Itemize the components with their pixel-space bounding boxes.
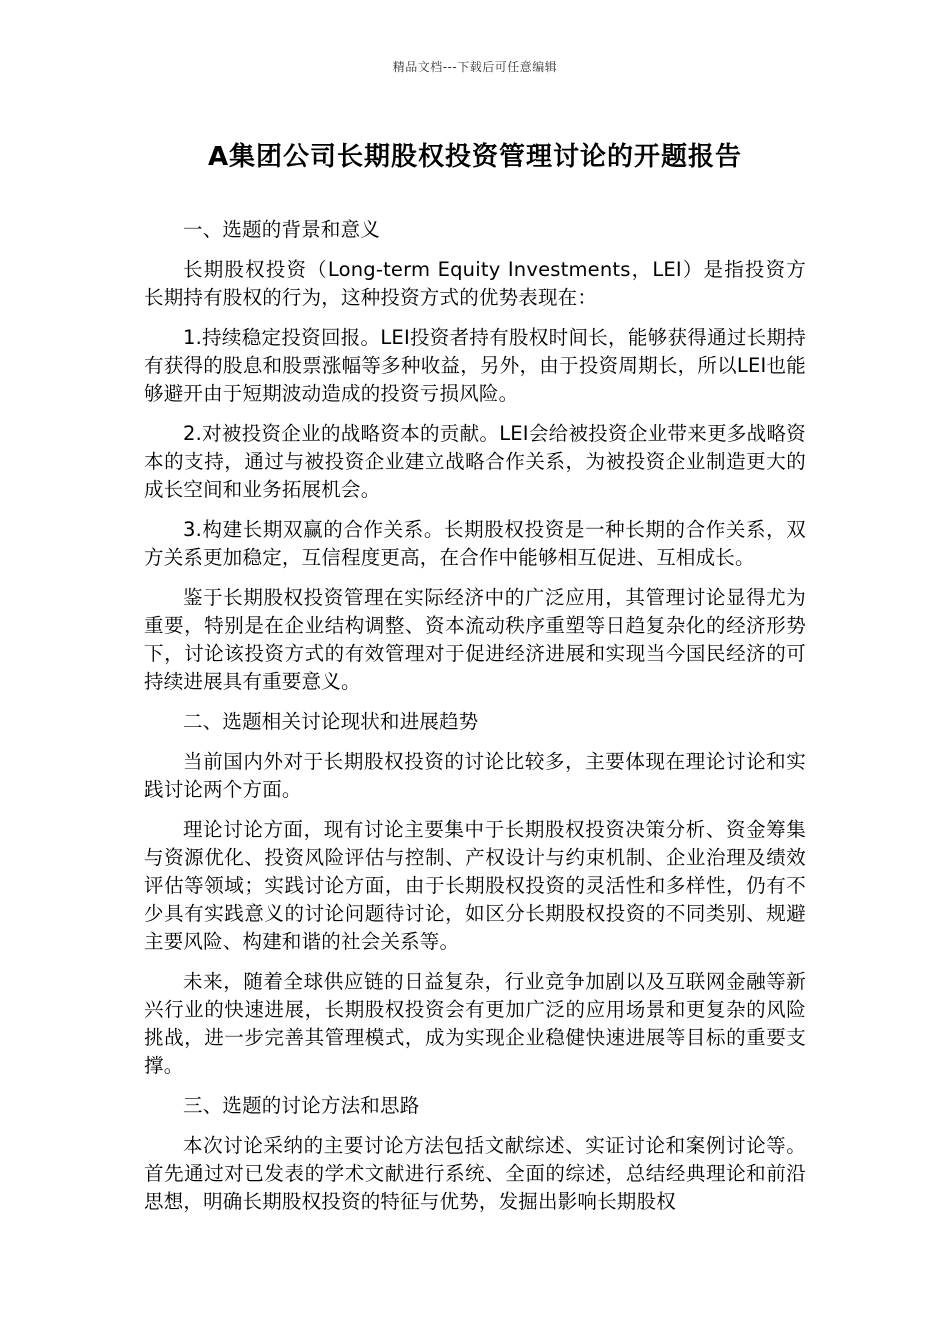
- section-heading-2: 二、选题相关讨论现状和进展趋势: [183, 710, 479, 733]
- header-note: 精品文档---下载后可任意编辑: [392, 60, 558, 74]
- paragraph-current-status: 当前国内外对于长期股权投资的讨论比较多，主要体现在理论讨论和实践讨论两个方面。: [144, 750, 806, 801]
- paragraph-future-trends: 未来，随着全球供应链的日益复杂，行业竞争加剧以及互联网金融等新兴行业的快速进展，长期股权投资会有更加广泛的应用场景和更复杂的风险挑战，进一步完善其管理模式，成为实现企业稳健快速进展等目标的重要支撑。: [144, 970, 806, 1077]
- paragraph-significance: 鉴于长期股权投资管理在实际经济中的广泛应用，其管理讨论显得尤为重要，特别是在企业结构调整、资本流动秩序重塑等日趋复杂化的经济形势下，讨论该投资方式的有效管理对于促进经济进展和实现当今国民经济的可持续进展具有重要意义。: [144, 586, 806, 693]
- paragraph-advantage-2: 2.对被投资企业的战略资本的贡献。LEI会给被投资企业带来更多战略资本的支持，通过与被投资企业建立战略合作关系，为被投资企业制造更大的成长空间和业务拓展机会。: [144, 422, 806, 501]
- document-body: [144, 216, 806, 1228]
- paragraph-methods: 本次讨论采纳的主要讨论方法包括文献综述、实证讨论和案例讨论等。首先通过对已发表的学术文献进行系统、全面的综述，总结经典理论和前沿思想，明确长期股权投资的特征与优势，发掘出影响长期股权: [144, 1134, 806, 1213]
- paragraph-lei-definition: 长期股权投资（Long-term Equity Investments，LEI）是指投资方长期持有股权的行为，这种投资方式的优势表现在：: [144, 258, 806, 309]
- document-title: A集团公司长期股权投资管理讨论的开题报告: [207, 142, 743, 172]
- paragraph-theory-practice: 理论讨论方面，现有讨论主要集中于长期股权投资决策分析、资金筹集与资源优化、投资风险评估与控制、产权设计与约束机制、企业治理及绩效评估等领域；实践讨论方面，由于长期股权投资的灵活性和多样性，仍有不少具有实践意义的讨论问题待讨论，如区分长期股权投资的不同类别、规避主要风险、构建和谐的社会关系等。: [144, 818, 806, 953]
- section-heading-3: 三、选题的讨论方法和思路: [183, 1094, 420, 1117]
- paragraph-advantage-3: 3.构建长期双赢的合作关系。长期股权投资是一种长期的合作关系，双方关系更加稳定，互信程度更高，在合作中能够相互促进、互相成长。: [144, 518, 806, 569]
- paragraph-advantage-1: 1.持续稳定投资回报。LEI投资者持有股权时间长，能够获得通过长期持有获得的股息和股票涨幅等多种收益，另外，由于投资周期长，所以LEI也能够避开由于短期波动造成的投资亏损风险。: [144, 326, 806, 405]
- section-heading-1: 一、选题的背景和意义: [183, 218, 381, 241]
